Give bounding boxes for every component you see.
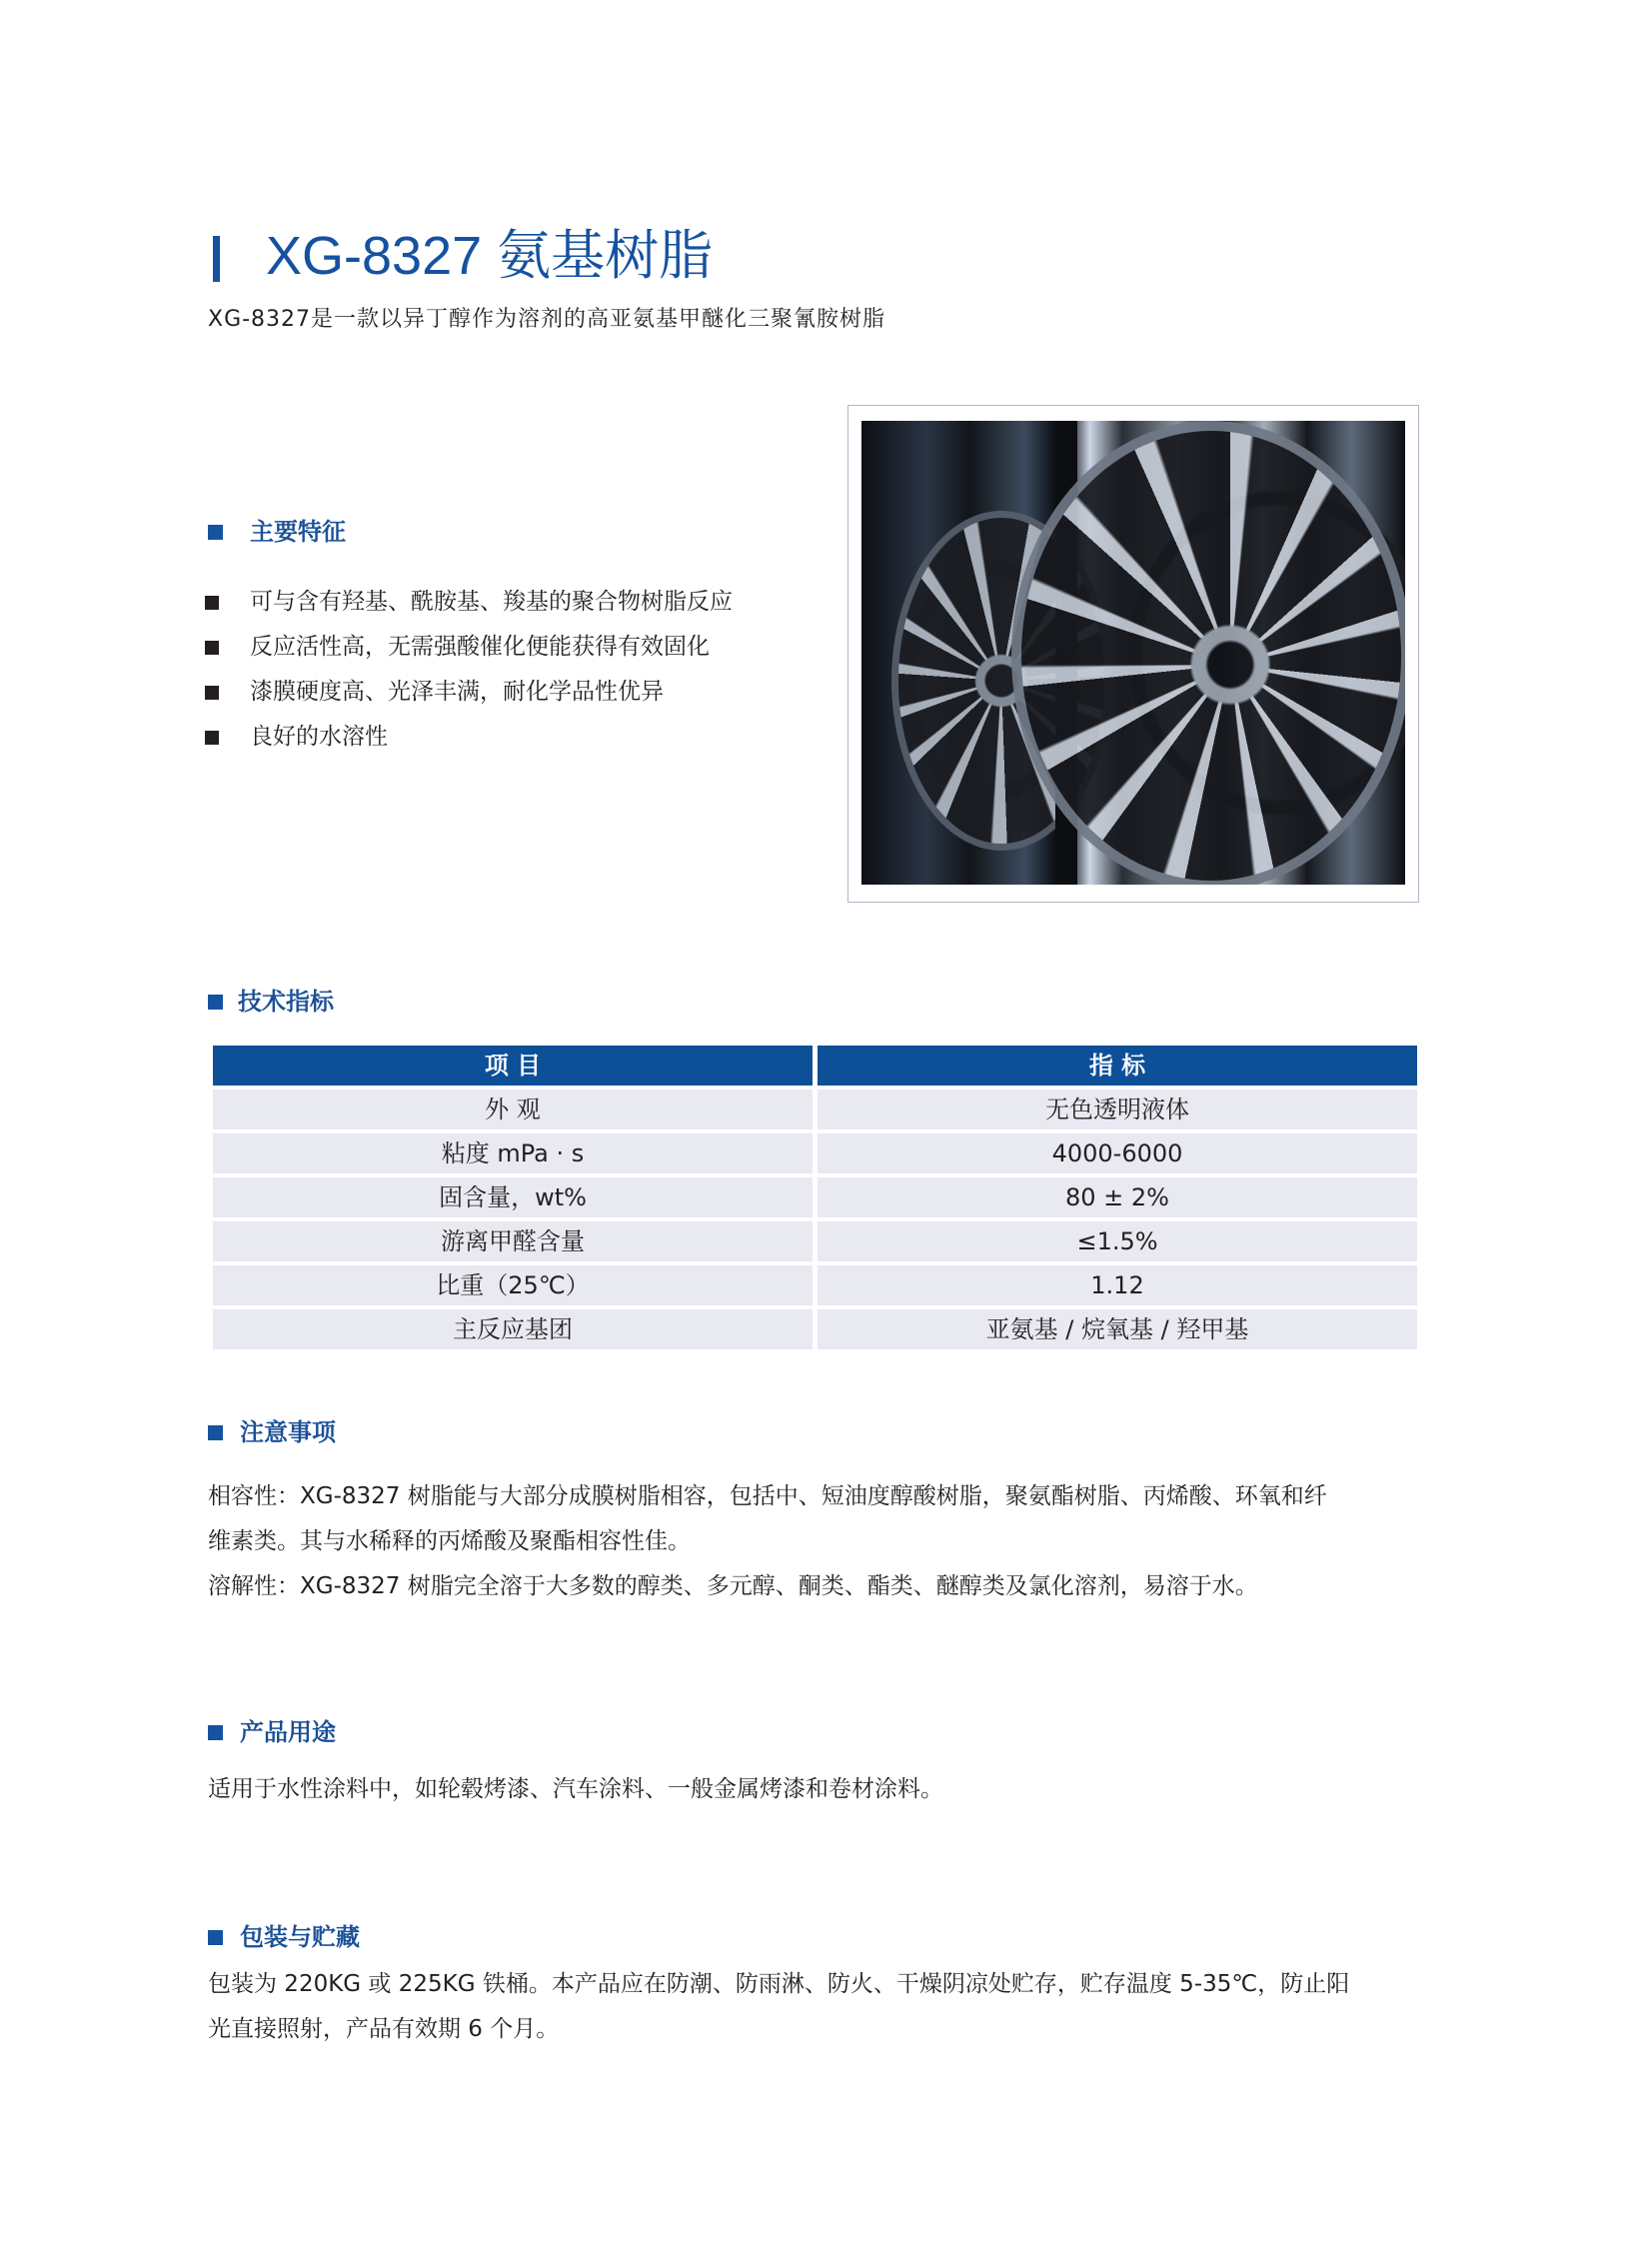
section-header-packaging (208, 1920, 360, 1954)
feature-item (205, 715, 805, 760)
product-photo-frame (847, 405, 1419, 903)
spec-value: 1.12 (818, 1265, 1417, 1305)
square-bullet-icon (205, 596, 219, 610)
section-header-specs (208, 985, 334, 1019)
spec-item: 外 观 (213, 1090, 813, 1129)
spec-item: 粘度 mPa · s (213, 1133, 813, 1173)
feature-text: 可与含有羟基、酰胺基、羧基的聚合物树脂反应 (250, 589, 733, 615)
spec-value: 80 ± 2% (818, 1177, 1417, 1217)
page-title: XG-8327 氨基树脂 (266, 226, 714, 286)
spec-item: 游离甲醛含量 (213, 1221, 813, 1261)
feature-item (205, 625, 805, 670)
table-row (213, 1221, 1417, 1261)
square-marker-icon (208, 1930, 223, 1945)
text-line: 适用于水性涂料中，如轮毂烤漆、汽车涂料、一般金属烤漆和卷材涂料。 (208, 1776, 943, 1802)
text-line: 维素类。其与水稀释的丙烯酸及聚酯相容性佳。 (208, 1528, 691, 1554)
square-bullet-icon (205, 731, 219, 745)
feature-item (205, 670, 805, 715)
table-header-row (213, 1046, 1417, 1086)
usage-text (208, 1767, 1432, 1812)
table-row (213, 1133, 1417, 1173)
table-row (213, 1177, 1417, 1217)
spec-value: 亚氨基 / 烷氧基 / 羟甲基 (818, 1309, 1417, 1349)
column-header-value: 指 标 (818, 1046, 1417, 1086)
feature-text: 漆膜硬度高、光泽丰满，耐化学品性优异 (250, 679, 664, 705)
square-bullet-icon (205, 686, 219, 700)
feature-text: 良好的水溶性 (250, 724, 388, 750)
feature-text: 反应活性高，无需强酸催化便能获得有效固化 (250, 634, 710, 660)
product-photo (861, 421, 1405, 885)
title-accent-bar (213, 236, 220, 282)
section-header-notes (208, 1415, 336, 1449)
section-title: 技术指标 (238, 988, 334, 1016)
section-title: 主要特征 (250, 518, 346, 546)
spec-table (213, 1046, 1417, 1353)
spec-value: 4000-6000 (818, 1133, 1417, 1173)
text-line: 相容性：XG-8327 树脂能与大部分成膜树脂相容，包括中、短油度醇酸树脂，聚氨酯树脂、丙烯酸、环氧和纤 (208, 1483, 1327, 1509)
spec-value: 无色透明液体 (818, 1090, 1417, 1129)
spec-item: 比重（25℃） (213, 1265, 813, 1305)
feature-list (205, 580, 805, 760)
column-header-item: 项 目 (213, 1046, 813, 1086)
section-title: 产品用途 (240, 1718, 336, 1746)
text-line: 光直接照射，产品有效期 6 个月。 (208, 2016, 560, 2042)
section-title: 注意事项 (240, 1418, 336, 1446)
square-marker-icon (208, 1425, 223, 1440)
square-bullet-icon (205, 641, 219, 655)
wheel-image-large (1011, 421, 1405, 885)
section-title: 包装与贮藏 (240, 1923, 360, 1951)
section-header-features (208, 515, 346, 549)
table-row (213, 1090, 1417, 1129)
text-line: 溶解性：XG-8327 树脂完全溶于大多数的醇类、多元醇、酮类、酯类、醚醇类及氯化溶剂，易溶于水。 (208, 1573, 1258, 1599)
square-marker-icon (208, 995, 223, 1010)
table-row (213, 1265, 1417, 1305)
packaging-text (208, 1962, 1432, 2052)
square-marker-icon (208, 1725, 223, 1740)
table-row (213, 1309, 1417, 1349)
feature-item (205, 580, 805, 625)
spec-item: 固含量，wt% (213, 1177, 813, 1217)
spec-value: ≤1.5% (818, 1221, 1417, 1261)
notes-text (208, 1474, 1432, 1609)
square-marker-icon (208, 525, 223, 540)
section-header-usage (208, 1715, 336, 1749)
page-subtitle: XG-8327是一款以异丁醇作为溶剂的高亚氨基甲醚化三聚氰胺树脂 (208, 307, 886, 332)
text-line: 包装为 220KG 或 225KG 铁桶。本产品应在防潮、防雨淋、防火、干燥阴凉处贮存，贮存温度 5-35℃，防止阳 (208, 1971, 1350, 1997)
spec-item: 主反应基团 (213, 1309, 813, 1349)
